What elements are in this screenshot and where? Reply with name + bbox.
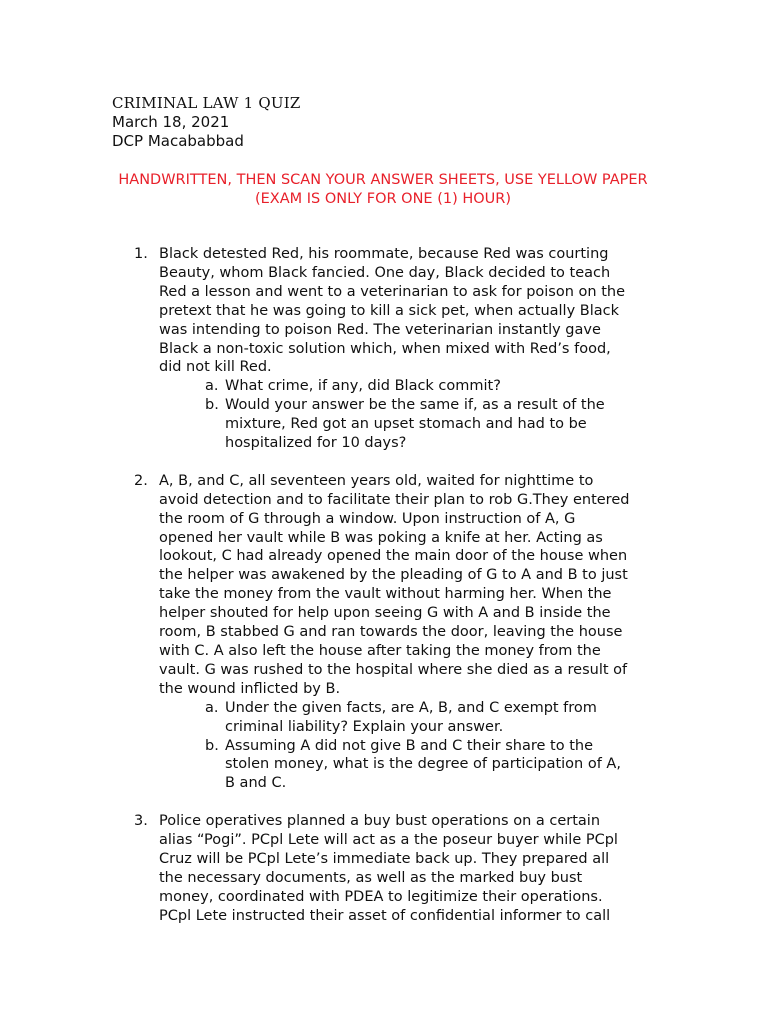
quiz-title: CRIMINAL LAW 1 QUIZ xyxy=(112,94,301,112)
question-text: A, B, and C, all seventeen years old, waited for nighttime to avoid detection and to facilitate their plan to rob G.They entered the room of G through a window. Upon instruction of A, G opened her vault while B was poking a knife at her. Acting as lookout, C had already opened the main door of the house when the helper was awakened by the pleading of G to A and B to just take the money from the vault without harming her. When the helper shouted for help upon seeing G with A and B inside the room, B stabbed G and ran towards the door, leaving the house with C. A also left the house after taking the money from the vault. G was rushed to the hospital where she died as a result of the wound inflicted by B. xyxy=(159,472,630,697)
question-list xyxy=(134,245,674,944)
sub-question-text: Assuming A did not give B and C their share to the stolen money, what is the degree of participation of A, B and C. xyxy=(225,737,621,792)
sub-question xyxy=(159,377,674,396)
sub-question-text: What crime, if any, did Black commit? xyxy=(225,378,501,395)
question-text: Police operatives planned a buy bust operations on a certain alias “Pogi”. PCpl Lete will act as a the poseur buyer while PCpl Cruz will be PCpl Lete’s immediate back up. They prepared all the necessary documents, as well as the marked buy bust money, coordinated with PDEA to legitimize their operations. PCpl Lete instructed their asset of confidential informer to call xyxy=(159,813,618,924)
sub-question-label: b. xyxy=(205,397,219,414)
sub-question-text: Would your answer be the same if, as a result of the mixture, Red got an upset stomach and had to be hospitalized for 10 days? xyxy=(225,397,605,452)
sub-question xyxy=(159,396,674,453)
instructor-name: DCP Macababbad xyxy=(112,132,244,150)
question-item xyxy=(134,472,674,793)
time-limit-line: (EXAM IS ONLY FOR ONE (1) HOUR) xyxy=(254,191,512,207)
question-item xyxy=(134,812,674,925)
sub-question-label: a. xyxy=(205,699,219,716)
question-number: 3. xyxy=(134,813,148,830)
quiz-date: March 18, 2021 xyxy=(112,113,230,131)
question-text: Black detested Red, his roommate, because Red was courting Beauty, whom Black fancied. One day, Black decided to teach Red a lesson and went to a veterinarian to ask for poison on the pretext that he was going to kill a sick pet, when actually Black was intending to poison Red. The veterinarian instantly gave Black a non-toxic solution which, when mixed with Red’s food, did not kill Red. xyxy=(159,246,625,376)
question-number: 2. xyxy=(134,472,148,489)
sub-question-list xyxy=(159,699,674,794)
question-item xyxy=(134,245,674,453)
exam-instructions xyxy=(110,171,656,209)
sub-question-list xyxy=(159,377,674,453)
sub-question-label: a. xyxy=(205,378,219,395)
question-number: 1. xyxy=(134,246,148,262)
sub-question-label: b. xyxy=(205,737,219,754)
instruction-line: HANDWRITTEN, THEN SCAN YOUR ANSWER SHEETS, USE YELLOW PAPER xyxy=(118,172,648,188)
sub-question xyxy=(159,737,674,794)
sub-question-text: Under the given facts, are A, B, and C exempt from criminal liability? Explain your answer. xyxy=(225,699,597,735)
sub-question xyxy=(159,699,674,737)
quiz-header xyxy=(112,94,300,151)
